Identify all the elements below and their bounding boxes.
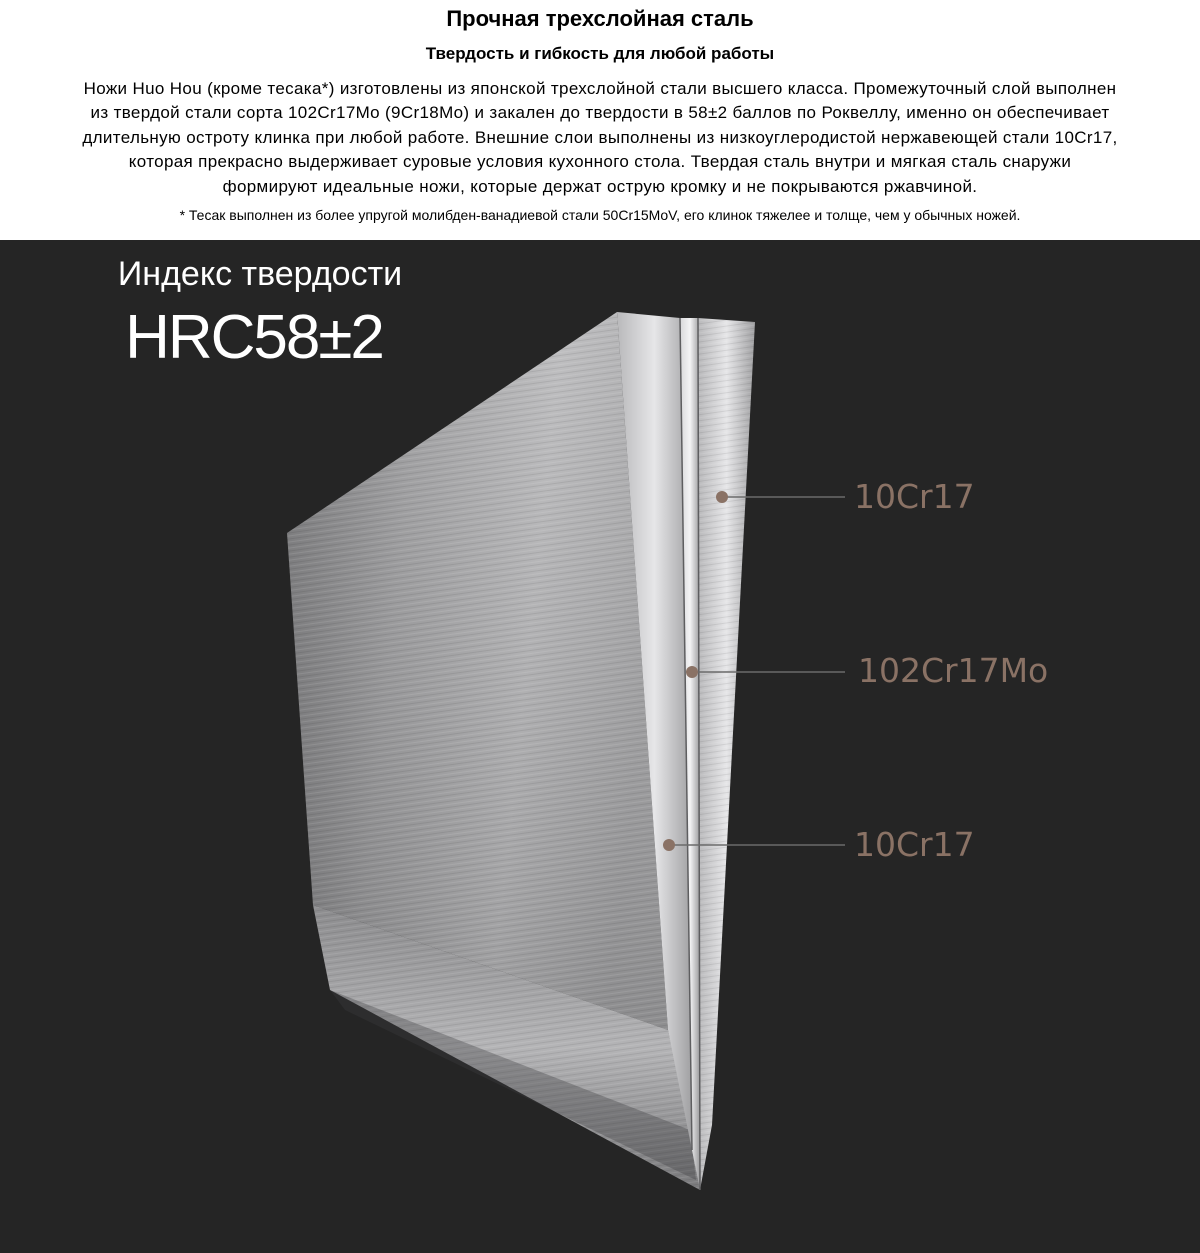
layer-marker-top: [716, 491, 728, 503]
hardness-label: Индекс твердости: [117, 255, 403, 293]
layer-label-outer-bottom: 10Cr17: [854, 825, 975, 864]
layer-label-outer-top: 10Cr17: [854, 477, 975, 516]
layer-marker-middle: [686, 666, 698, 678]
layer-label-core: 102Cr17Mo: [858, 651, 1049, 690]
footnote: * Тесак выполнен из более упругой молибден-ванадиевой стали 50Cr15MoV, его клинок тяжелее и толще, чем у обычных ножей.: [179, 207, 1021, 223]
page-subtitle: Твердость и гибкость для любой работы: [425, 44, 775, 63]
paragraph-line: которая прекрасно выдерживает суровые условия кухонного стола. Твердая сталь внутри и мягкая сталь снаружи: [128, 152, 1072, 172]
paragraph-line: формируют идеальные ножи, которые держат острую кромку и не покрываются ржавчиной.: [222, 176, 978, 196]
page-title: Прочная трехслойная сталь: [446, 6, 754, 31]
hardness-value: HRC58±2: [125, 303, 383, 372]
paragraph-line: из твердой стали сорта 102Cr17Mo (9Cr18Mo) и закален до твердости в 58±2 баллов по Роквеллу, именно он обеспечивает: [90, 103, 1110, 123]
layer-marker-bottom: [663, 839, 675, 851]
paragraph-line: Ножи Huo Hou (кроме тесака*) изготовлены из японской трехслойной стали высшего класса. Промежуточный слой выполнен: [83, 79, 1117, 98]
paragraph-line: длительную остроту клинка при любой работе. Внешние слои выполнены из низкоуглеродистой нержавеющей стали 10Cr17,: [82, 127, 1118, 147]
